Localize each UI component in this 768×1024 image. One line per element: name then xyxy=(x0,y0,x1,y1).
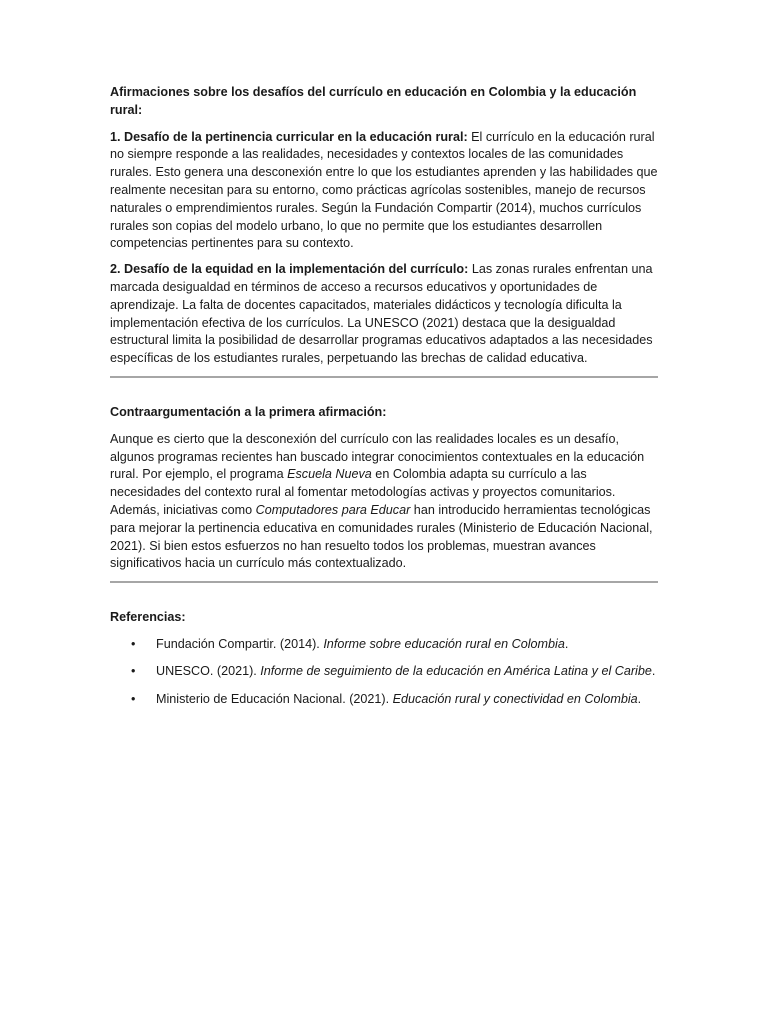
divider xyxy=(110,581,658,583)
statement-1-text: El currículo en la educación rural no siempre responde a las realidades, necesidades y contextos locales de las comunidades rurales. Esto genera una desconexión entre lo que los estudiantes aprenden y las habilidades que realmente necesitan para su entorno, como prácticas agrícolas sostenibles, manejo de recursos naturales o emprendimientos rurales. Según la Fundación Compartir (2014), muchos currículos rurales son copias del modelo urbano, lo que no permite que los estudiantes desarrollen competencias pertinentes para su contexto. xyxy=(110,129,658,251)
bullet-icon: • xyxy=(131,691,136,706)
statement-2 xyxy=(110,261,658,368)
counter-text-3: han introducido herramientas tecnológicas para mejorar la pertinencia educativa en comunidades rurales (Ministerio de Educación Nacional, 2021). Si bien estos esfuerzos no han resuelto todos los problemas, muestran avances significativos hacia un currículo más contextualizado. xyxy=(110,502,653,571)
counter-paragraph xyxy=(110,431,658,573)
list-item xyxy=(110,663,658,681)
counter-heading: Contraargumentación a la primera afirmación: xyxy=(110,404,387,419)
references-list xyxy=(110,636,658,709)
reference-prefix: Ministerio de Educación Nacional. (2021). xyxy=(156,691,393,706)
counter-text-1: Aunque es cierto que la desconexión del currículo con las realidades locales es un desafío, algunos programas recientes han buscado integrar conocimientos contextuales en la educación rural. Por ejemplo, el programa xyxy=(110,431,645,482)
counter-program-name: Escuela Nueva xyxy=(287,467,372,482)
statement-2-label: 2. Desafío de la equidad en la implementación del currículo: xyxy=(110,262,469,277)
references-heading: Referencias: xyxy=(110,610,186,625)
list-item xyxy=(110,636,658,654)
statement-1 xyxy=(110,129,658,254)
statement-2-text: Las zonas rurales enfrentan una marcada desigualdad en términos de acceso a recursos educativos y oportunidades de aprendizaje. La falta de docentes capacitados, materiales didácticos y tecnología dificulta la implementación efectiva de los currículos. La UNESCO (2021) destaca que la desigualdad estructural limita la posibilidad de desarrollar programas educativos adaptados a las necesidades específicas de los estudiantes rurales, perpetuando las brechas de calidad educativa. xyxy=(110,262,653,366)
document-title: Afirmaciones sobre los desafíos del currículo en educación en Colombia y la educación rural: xyxy=(110,85,637,117)
reference-title: Educación rural y conectividad en Colombia xyxy=(392,691,638,706)
bullet-icon: • xyxy=(131,636,136,651)
list-item xyxy=(110,691,658,709)
counter-text-2: en Colombia adapta su currículo a las necesidades del contexto rural al fomentar metodologías activas y proyectos comunitarios. Además, iniciativas como xyxy=(110,467,616,517)
counter-initiative-name: Computadores para Educar xyxy=(255,502,411,517)
document-page xyxy=(110,84,658,718)
reference-suffix: . xyxy=(651,664,656,679)
reference-title: Informe de seguimiento de la educación en América Latina y el Caribe xyxy=(260,664,652,679)
reference-title: Informe sobre educación rural en Colombia xyxy=(323,636,565,651)
bullet-icon: • xyxy=(131,664,136,679)
reference-prefix: UNESCO. (2021). xyxy=(156,664,261,679)
divider xyxy=(110,376,658,378)
reference-suffix: . xyxy=(564,636,569,651)
reference-suffix: . xyxy=(637,691,642,706)
statement-1-label: 1. Desafío de la pertinencia curricular en la educación rural: xyxy=(110,129,468,144)
reference-prefix: Fundación Compartir. (2014). xyxy=(156,636,324,651)
